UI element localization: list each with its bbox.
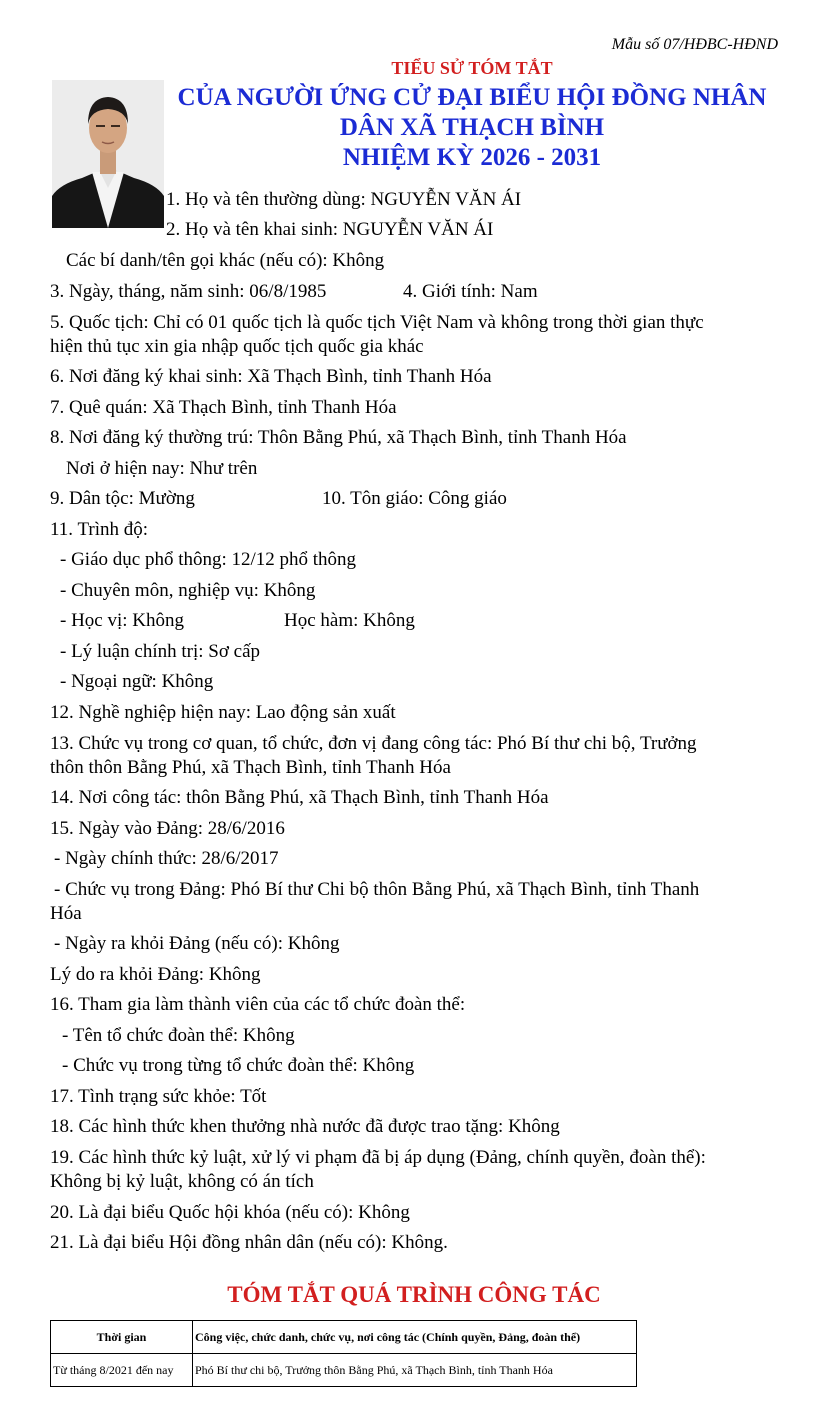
table-row — [51, 1354, 637, 1387]
doc-title-line4: NHIỆM KỲ 2026 - 2031 — [342, 144, 602, 171]
item-position: 13. Chức vụ trong cơ quan, tổ chức, đơn vị đang công tác: Phó Bí thư chi bộ, Trưởng — [50, 733, 697, 754]
doc-title-small: TIỂU SỬ TÓM TẮT — [391, 58, 553, 78]
item-gender: 4. Giới tính: Nam — [403, 281, 538, 302]
item-foreign-language: - Ngoại ngữ: Không — [60, 671, 214, 692]
item-party-position-cont: Hóa — [50, 903, 82, 924]
row-time: Từ tháng 8/2021 đến nay — [51, 1354, 193, 1387]
table-header-row — [51, 1321, 637, 1354]
row-work: Phó Bí thư chi bộ, Trưởng thôn Bằng Phú, xã Thạch Bình, tỉnh Thanh Hóa — [193, 1354, 637, 1387]
item-permanent-residence: 8. Nơi đăng ký thường trú: Thôn Bằng Phú, xã Thạch Bình, tỉnh Thanh Hóa — [50, 427, 627, 448]
item-occupation: 12. Nghề nghiệp hiện nay: Lao động sản xuất — [50, 702, 396, 723]
item-political-theory: - Lý luận chính trị: Sơ cấp — [60, 641, 261, 662]
item-workplace: 14. Nơi công tác: thôn Bằng Phú, xã Thạch Bình, tỉnh Thanh Hóa — [50, 787, 549, 808]
item-professional: - Chuyên môn, nghiệp vụ: Không — [60, 580, 316, 601]
item-academic-rank: Học hàm: Không — [284, 610, 415, 631]
item-party-official-date: - Ngày chính thức: 28/6/2017 — [54, 848, 279, 869]
item-hometown: 7. Quê quán: Xã Thạch Bình, tỉnh Thanh Hóa — [50, 397, 397, 418]
doc-title-line3: DÂN XÃ THẠCH BÌNH — [339, 114, 605, 141]
item-peoples-council: 21. Là đại biểu Hội đồng nhân dân (nếu có): Không. — [50, 1232, 448, 1253]
item-common-name: 1. Họ và tên thường dùng: NGUYỄN VĂN ÁI — [166, 189, 522, 210]
item-awards: 18. Các hình thức khen thưởng nhà nước đã được trao tặng: Không — [50, 1116, 560, 1137]
item-party-leave-date: - Ngày ra khỏi Đảng (nếu có): Không — [54, 933, 340, 954]
item-national-assembly: 20. Là đại biểu Quốc hội khóa (nếu có): Không — [50, 1202, 410, 1223]
candidate-photo — [52, 80, 164, 228]
item-discipline: 19. Các hình thức kỷ luật, xử lý vi phạm đã bị áp dụng (Đảng, chính quyền, đoàn thể): — [50, 1147, 706, 1168]
item-birth-date: 3. Ngày, tháng, năm sinh: 06/8/1985 — [50, 281, 327, 302]
portrait-image — [52, 80, 164, 228]
item-discipline-cont: Không bị kỷ luật, không có án tích — [50, 1171, 314, 1192]
item-education: 11. Trình độ: — [50, 519, 149, 540]
item-position-cont: thôn thôn Bằng Phú, xã Thạch Bình, tỉnh Thanh Hóa — [50, 757, 451, 778]
item-ethnicity: 9. Dân tộc: Mường — [50, 488, 195, 509]
item-organizations: 16. Tham gia làm thành viên của các tổ chức đoàn thể: — [50, 994, 466, 1015]
item-aliases: Các bí danh/tên gọi khác (nếu có): Không — [66, 250, 385, 271]
work-section-title: TÓM TẮT QUÁ TRÌNH CÔNG TÁC — [227, 1282, 601, 1307]
item-religion: 10. Tôn giáo: Công giáo — [322, 488, 507, 509]
item-degree: - Học vị: Không — [60, 610, 185, 631]
item-party-position: - Chức vụ trong Đảng: Phó Bí thư Chi bộ thôn Bằng Phú, xã Thạch Bình, tỉnh Thanh — [54, 879, 700, 900]
doc-title-line2: CỦA NGƯỜI ỨNG CỬ ĐẠI BIỂU HỘI ĐỒNG NHÂN — [177, 84, 767, 111]
item-party-join-date: 15. Ngày vào Đảng: 28/6/2016 — [50, 818, 285, 839]
item-general-education: - Giáo dục phổ thông: 12/12 phổ thông — [60, 549, 357, 570]
header-work: Công việc, chức danh, chức vụ, nơi công tác (Chính quyền, Đảng, đoàn thể) — [193, 1321, 637, 1354]
item-organization-name: - Tên tổ chức đoàn thể: Không — [62, 1025, 295, 1046]
work-history-table — [50, 1320, 637, 1387]
item-current-residence: Nơi ở hiện nay: Như trên — [66, 458, 258, 479]
form-number: Mẫu số 07/HĐBC-HĐND — [611, 36, 778, 53]
item-organization-position: - Chức vụ trong từng tổ chức đoàn thể: Không — [62, 1055, 415, 1076]
item-health: 17. Tình trạng sức khỏe: Tốt — [50, 1086, 267, 1107]
item-party-leave-reason: Lý do ra khỏi Đảng: Không — [50, 964, 261, 985]
header-time: Thời gian — [51, 1321, 193, 1354]
item-nationality-cont: hiện thủ tục xin gia nhập quốc tịch quốc gia khác — [50, 336, 424, 357]
item-birth-registration: 6. Nơi đăng ký khai sinh: Xã Thạch Bình, tỉnh Thanh Hóa — [50, 366, 492, 387]
item-birth-name: 2. Họ và tên khai sinh: NGUYỄN VĂN ÁI — [166, 219, 494, 240]
item-nationality: 5. Quốc tịch: Chỉ có 01 quốc tịch là quốc tịch Việt Nam và không trong thời gian thực — [50, 312, 704, 333]
